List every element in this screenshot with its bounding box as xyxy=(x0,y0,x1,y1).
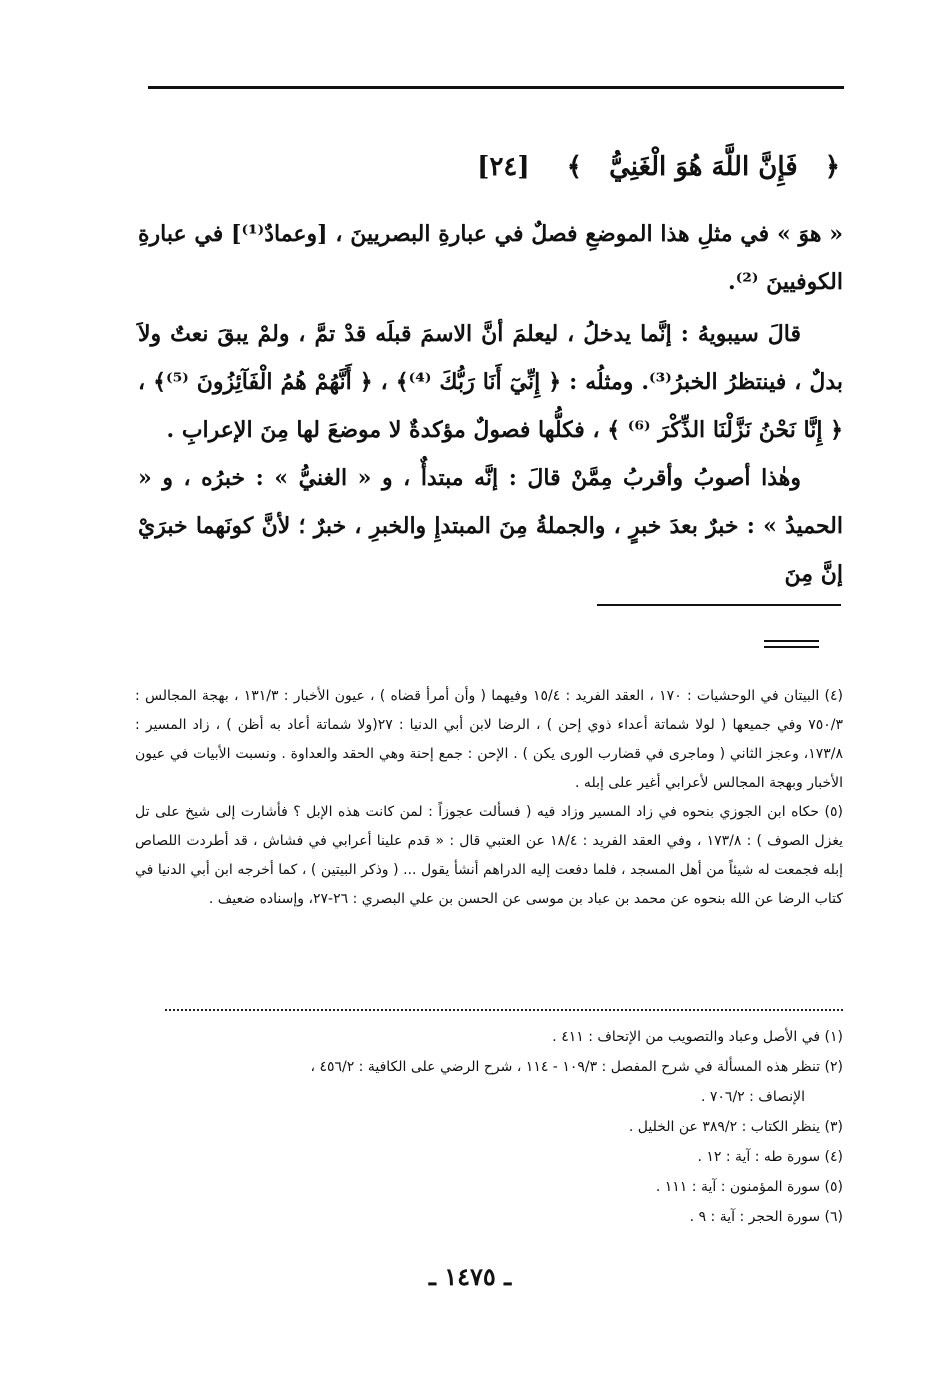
paragraph-3: وهٰذا أصوبُ وأقربُ مِمَّنْ قالَ : إنَّه مبتدأٌ ، و « الغنيُّ » : خبرُه ، و « الحميدُ » : خبرٌ بعدَ خبرٍ ، والجملةُ مِنَ المبتدإِ والخبرِ ، خبرٌ ؛ لأنَّ كونَهما خبرَيْ إنَّ مِنَ xyxy=(138,465,843,587)
verse-open-bracket: ﴿ xyxy=(824,152,840,182)
quran-verse xyxy=(100,152,840,182)
footnote-2-continuation: الإنصاف : ٧٠٦/٢ . xyxy=(700,1089,805,1105)
page-number: ـ ١٤٧٥ ـ xyxy=(428,1262,512,1291)
paragraph-1: « هوَ » في مثلِ هذا الموضعِ فصلٌ في عبارةِ البصريينَ ، [وعمادٌ⁽¹⁾] في عبارةِ الكوفيينَ ⁽²⁾. xyxy=(138,221,843,295)
footnote-2: (٢) تنظر هذه المسألة في شرح المفصل : ١٠٩/٣ - ١١٤ ، شرح الرضي على الكافية : ٤٥٦/٢ ، xyxy=(310,1059,843,1075)
commentary-text xyxy=(138,210,843,598)
footnote-4: (٤) سورة طه : آية : ١٢ . xyxy=(697,1149,843,1165)
paragraph-2: قالَ سيبويهُ : إنَّما يدخلُ ، ليعلمَ أنَّ الاسمَ قبلَه قدْ تمَّ ، ولمْ يبقَ نعتٌ ولاَ بدلٌ ، فينتظرُ الخبرُ⁽³⁾. ومثلُه : ﴿ إِنِّيٓ أَنَا رَبُّكَ ⁽⁴⁾﴾ ، ﴿ أَنَّهُمْ هُمُ الْفَآئِزُونَ ⁽⁵⁾﴾ ، ﴿ إِنَّا نَحْنُ نَزَّلْنَا الذِّكْرَ ⁽⁶⁾ ﴾ ، فكلُّها فصولٌ مؤكدةٌ لا موضعَ لها مِنَ الإعرابِ . xyxy=(138,321,843,443)
previous-footnotes xyxy=(135,682,843,914)
footnote-1: (١) في الأصل وعباد والتصويب من الإتحاف : ٤١١ . xyxy=(552,1029,843,1045)
footnote-6: (٦) سورة الحجر : آية : ٩ . xyxy=(689,1209,843,1225)
footnote-5: (٥) سورة المؤمنون : آية : ١١١ . xyxy=(655,1179,843,1195)
verse-text: فَإِنَّ اللَّهَ هُوَ الْغَنِيُّ xyxy=(609,152,798,182)
verse-number: [٢٤] xyxy=(477,152,530,182)
previous-footnote-5: (٥) حكاه ابن الجوزي بنحوه في زاد المسير وزاد فيه ( فسألت عجوزاً : لمن كانت هذه الإبل ؟ فأشارت إلى شيخ على تل يغزل الصوف ) : ١٧٣/٨ ، وفي العقد الفريد : ١٨/٤ عن العتبي قال : « قدم علينا أعرابي في فشاش ، قد أطردت اللصاص إبله فجمعت له شيئاً من أهل المسجد ، فلما دفعت إليه الدراهم أنشأ يقول ... ( وذكر البيتين ) ، كما أخرجه ابن أبي الدنيا في كتاب الرضا عن الله بنحوه عن محمد بن عباد بن موسى عن الحسن بن علي البصري : ٢٦-٢٧، وإسناده ضعيف . xyxy=(135,804,843,907)
footnotes xyxy=(135,1022,843,1232)
footnote-3: (٣) ينظر الكتاب : ٣٨٩/٢ عن الخليل . xyxy=(628,1119,843,1135)
verse-close-bracket: ﴾ xyxy=(566,152,582,182)
previous-footnote-4: (٤) البيتان في الوحشيات : ١٧٠ ، العقد الفريد : ١٥/٤ وفيهما ( وأن أمرأ قضاه ) ، عيون الأخبار : ١٣١/٣ ، بهجة المجالس : ٧٥٠/٣ وفي جميعها ( لولا شماتة أعداء ذوي إحن ) ، الرضا لابن أبي الدنيا : ٢٧(ولا شماتة أعاد به أظن ) ، زاد المسير : ١٧٣/٨، وعجز الثاني ( وماجرى في قضارب الورى يكن ) . الإحن : جمع إحنة وهي الحقد والعداوة . ونسبت الأبيات في عيون الأخبار وبهجة المجالس لأعرابي أغير على إبله . xyxy=(135,688,844,791)
footnote-divider xyxy=(165,1009,843,1011)
footnote-marker-line-2 xyxy=(764,646,819,648)
footnote-marker-line-1 xyxy=(764,640,819,642)
header-rule xyxy=(148,86,844,89)
text-end-rule xyxy=(597,604,841,606)
